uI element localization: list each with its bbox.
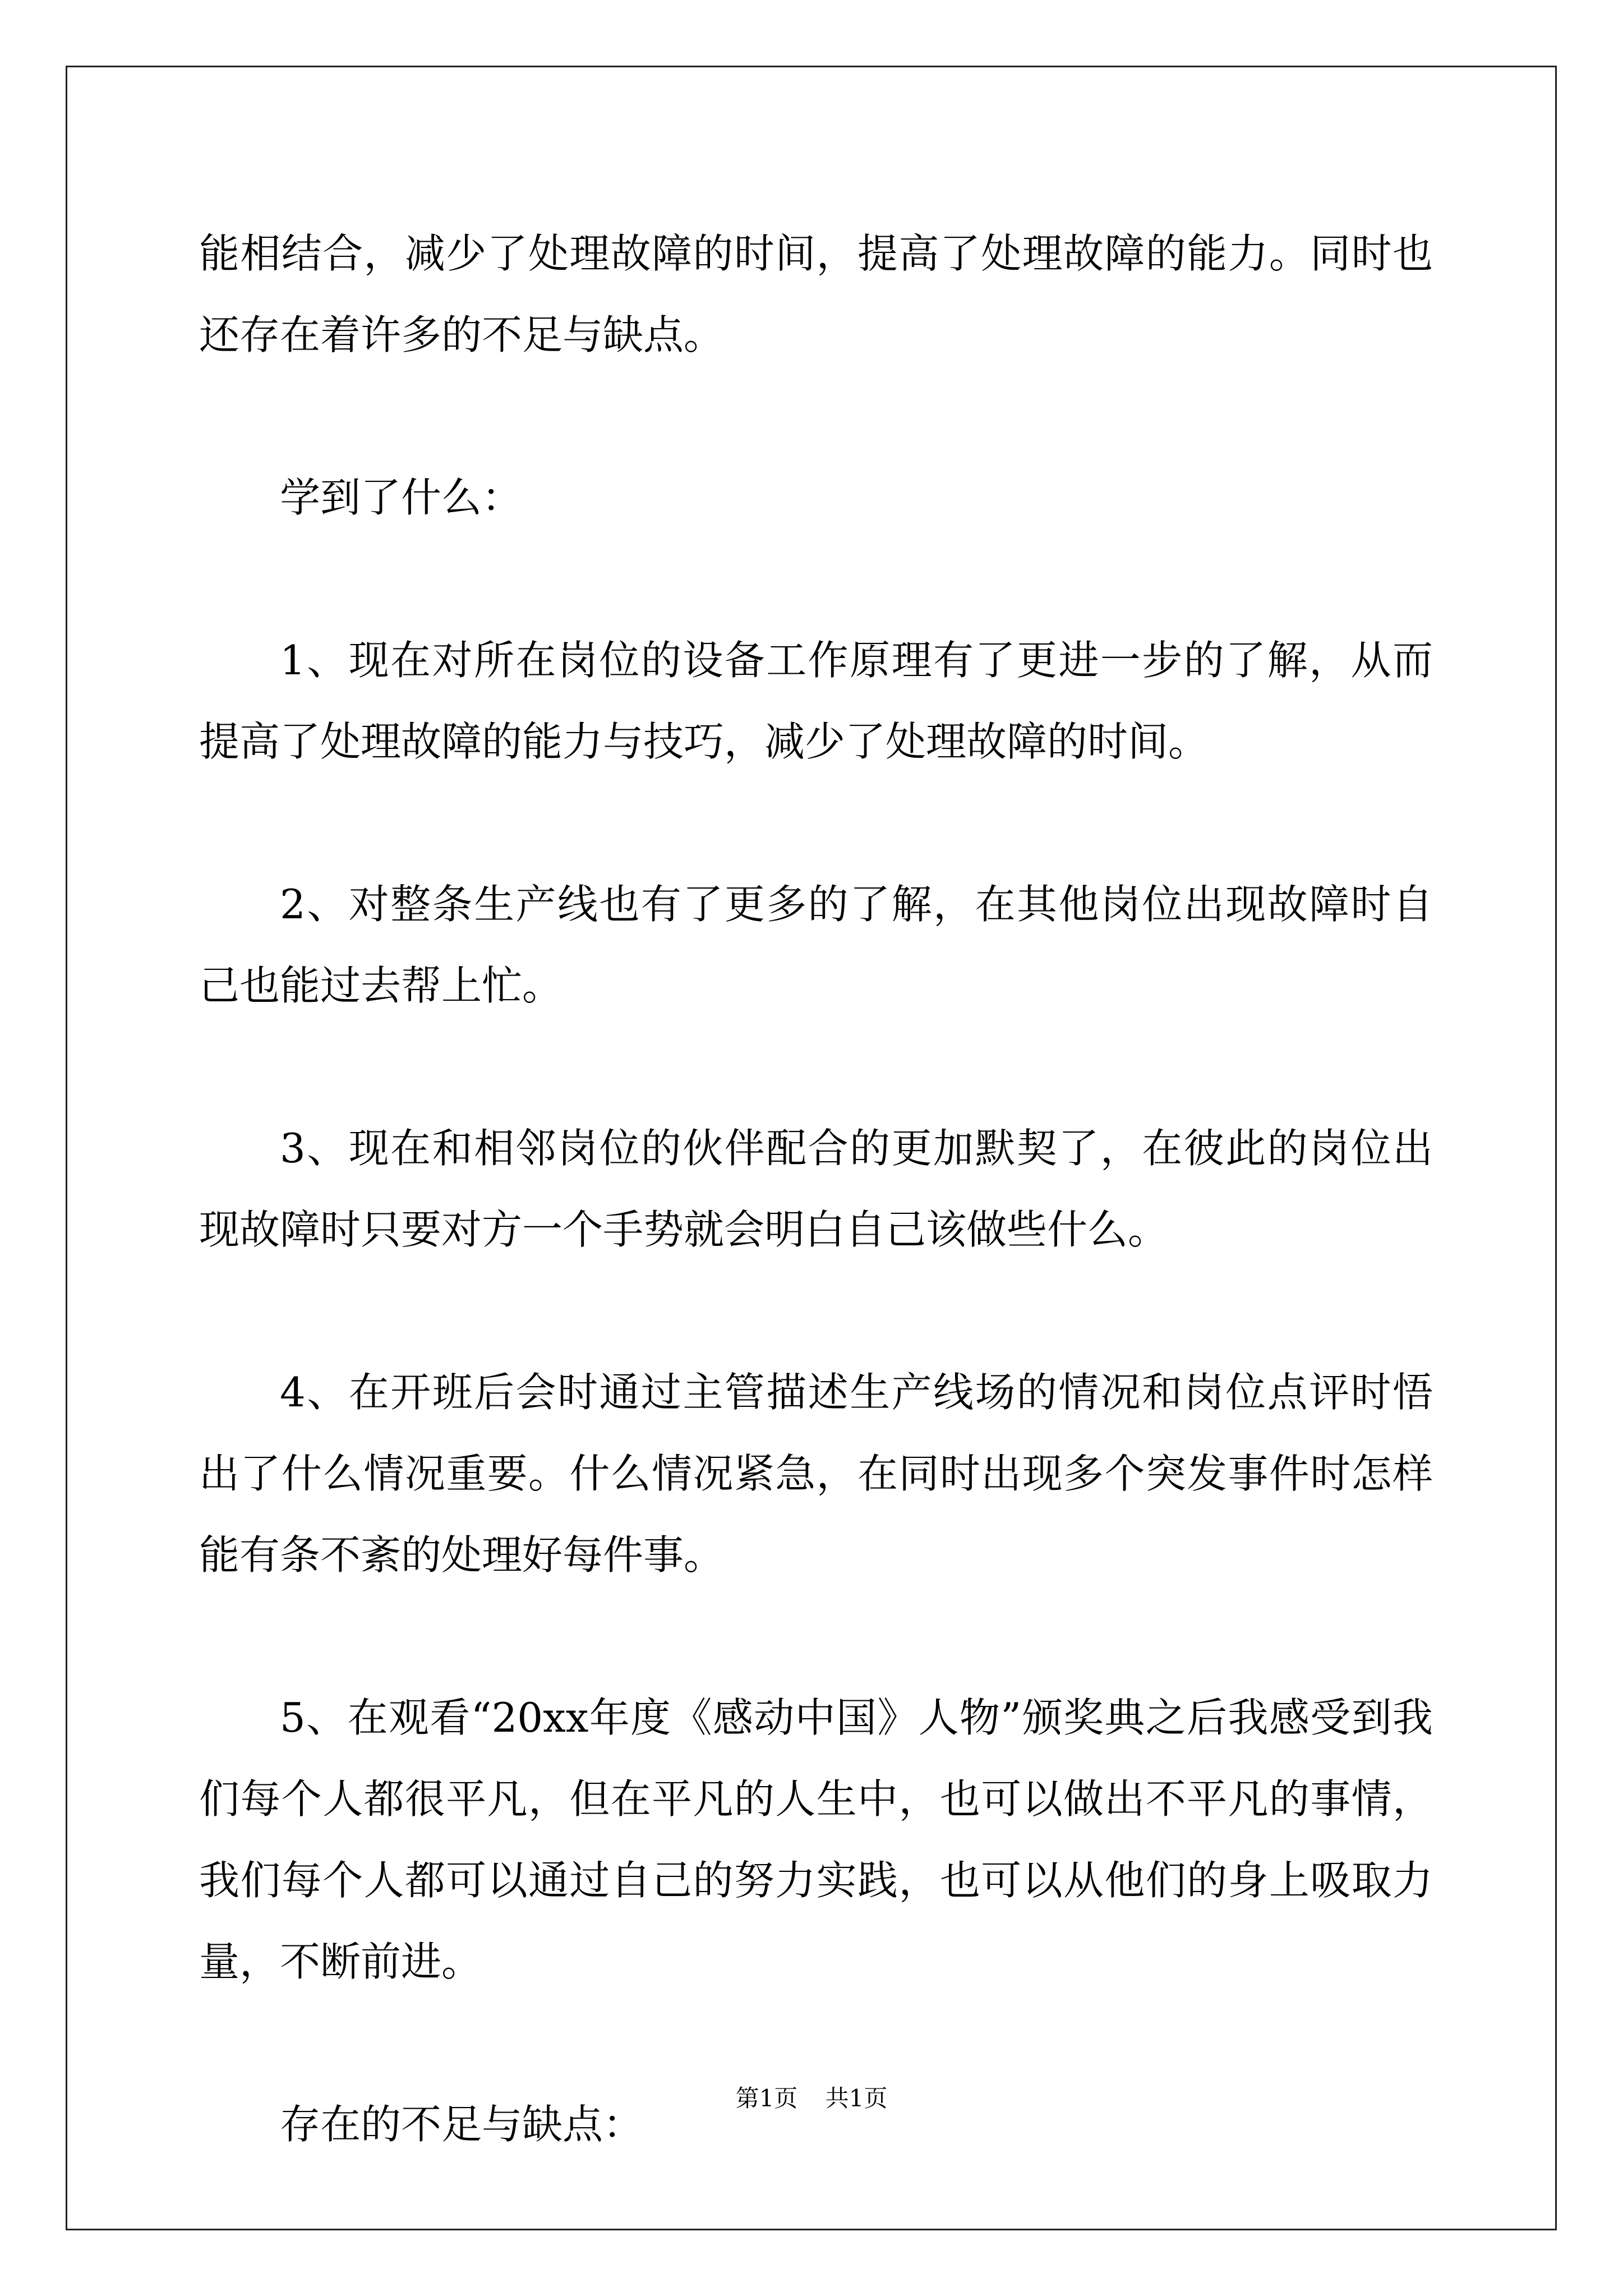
paragraph-heading-learned: 学到了什么： [280,474,523,521]
page-number-current: 第1页 [735,2085,798,2112]
page-number-total: 共1页 [825,2085,888,2112]
page-footer [0,2080,1623,2114]
paragraph-item-5: 5、在观看“20xx年度《感动中国》人物”颁奖典之后我感受到我们每个人都很平凡，但在平凡的人生中，也可以做出不平凡的事情，我们每个人都可以通过自己的努力实践，也可以从他们的身上吸取力量，不断前进。 [199,1694,1433,1985]
paragraph-continuation: 能相结合，减少了处理故障的时间，提高了处理故障的能力。同时也还存在着许多的不足与缺点。 [199,230,1433,358]
paragraph-item-4: 4、在开班后会时通过主管描述生产线场的情况和岗位点评时悟出了什么情况重要。什么情况紧急，在同时出现多个突发事件时怎样能有条不紊的处理好每件事。 [199,1369,1433,1579]
paragraph-item-2: 2、对整条生产线也有了更多的了解，在其他岗位出现故障时自己也能过去帮上忙。 [199,881,1433,1009]
paragraph-heading-shortcomings: 存在的不足与缺点： [280,2101,644,2148]
paragraph-item-3: 3、现在和相邻岗位的伙伴配合的更加默契了，在彼此的岗位出现故障时只要对方一个手势就会明白自己该做些什么。 [199,1125,1433,1253]
document-body [199,213,1433,2165]
paragraph-item-1: 1、现在对所在岗位的设备工作原理有了更进一步的了解，从而提高了处理故障的能力与技巧，减少了处理故障的时间。 [199,637,1433,765]
